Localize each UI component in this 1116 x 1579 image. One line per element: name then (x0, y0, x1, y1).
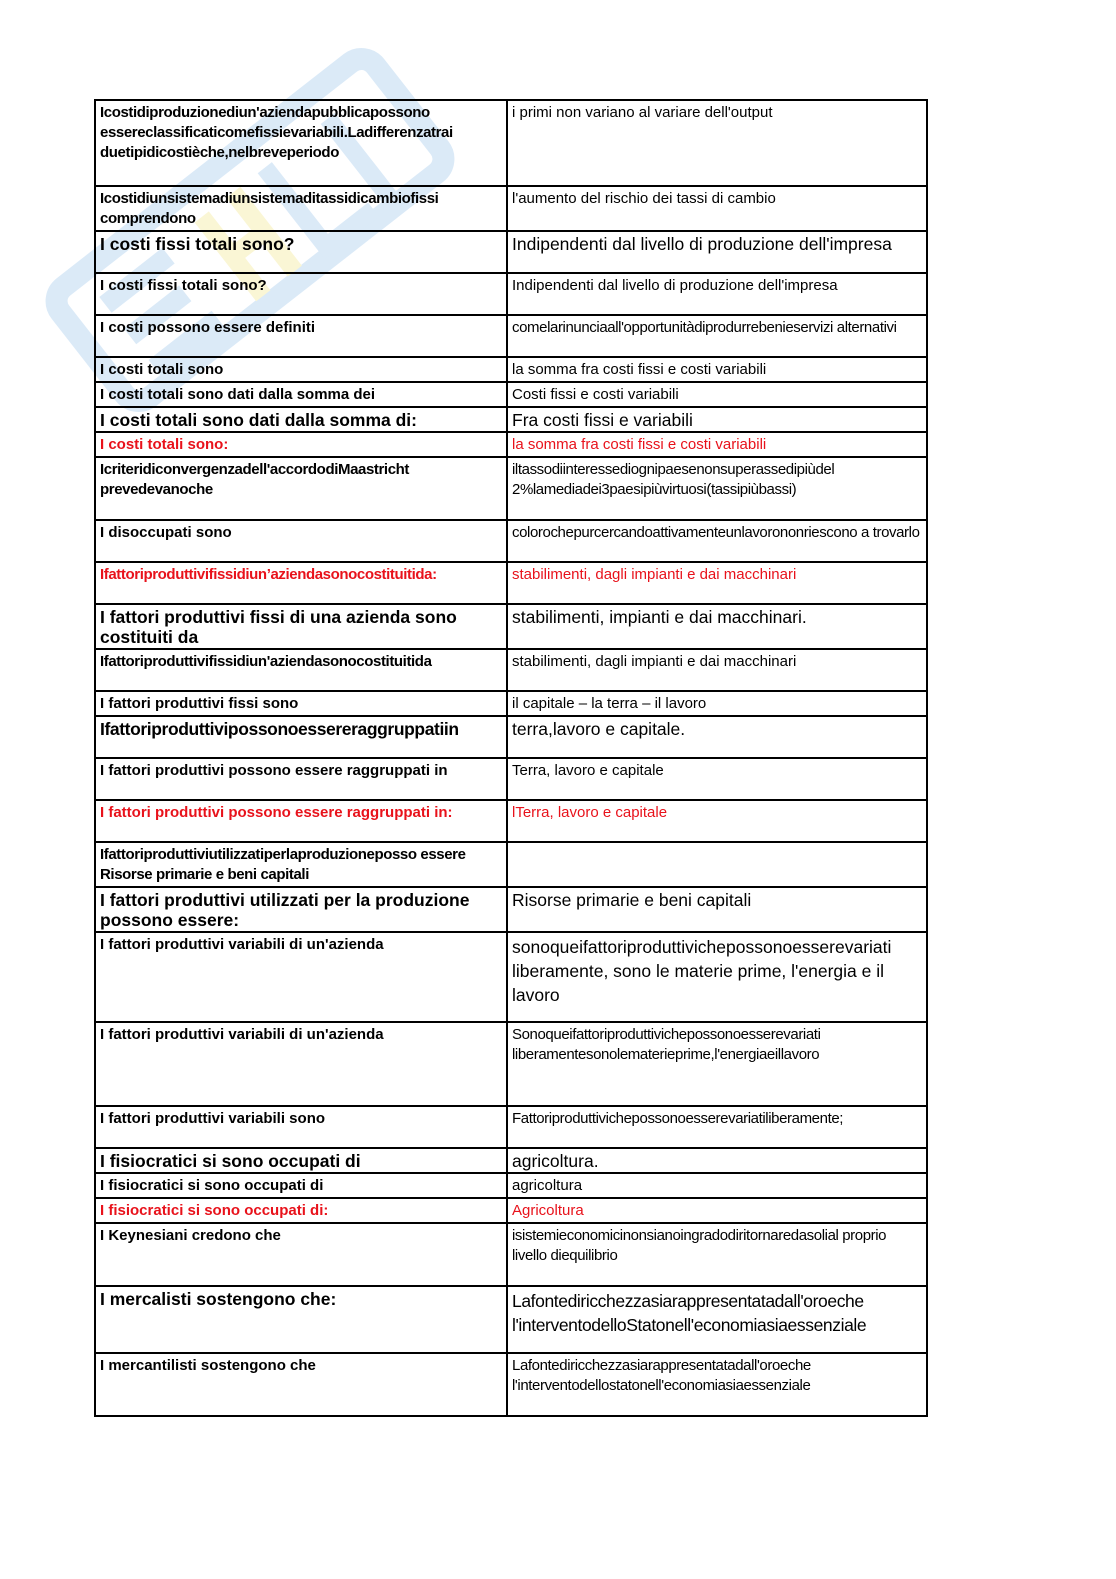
answer-cell: stabilimenti, dagli impianti e dai macchinari (507, 649, 927, 691)
question-cell: Ifattoriproduttivifissidiun'aziendasonocostituitida (95, 649, 507, 691)
answer-cell: Fra costi fissi e variabili (507, 407, 927, 432)
table-row (95, 315, 927, 357)
table-row (95, 887, 927, 932)
question-cell: I fattori produttivi possono essere raggruppati in: (95, 800, 507, 842)
question-cell: I fattori produttivi variabili sono (95, 1106, 507, 1148)
answer-cell: Agricoltura (507, 1198, 927, 1223)
table-row (95, 457, 927, 520)
table-row (95, 649, 927, 691)
question-cell: I costi possono essere definiti (95, 315, 507, 357)
table-row (95, 1198, 927, 1223)
answer-cell: comelarinunciaall'opportunitàdiprodurrebenieservizi alternativi (507, 315, 927, 357)
question-cell: Ifattoriproduttivifissidiun’aziendasonocostituitida: (95, 562, 507, 604)
table-row (95, 758, 927, 800)
question-cell: I costi fissi totali sono? (95, 273, 507, 315)
question-cell: I fattori produttivi variabili di un'azienda (95, 932, 507, 1022)
question-cell: I mercalisti sostengono che: (95, 1286, 507, 1353)
question-cell: Ifattoriproduttiviutilizzatiperlaproduzioneposso essere Risorse primarie e beni capitali (95, 842, 507, 887)
table-row (95, 1173, 927, 1198)
answer-cell: iltassodiinteressediognipaesenonsuperassedipiùdel 2%lamediadei3paesipiùvirtuosi(tassipiùbassi) (507, 457, 927, 520)
answer-cell: stabilimenti, impianti e dai macchinari. (507, 604, 927, 649)
question-cell: I disoccupati sono (95, 520, 507, 562)
table-row (95, 716, 927, 758)
table-row (95, 1148, 927, 1173)
answer-cell: colorochepurcercandoattivamenteunlavorononriescono a trovarlo (507, 520, 927, 562)
table-row (95, 1022, 927, 1106)
table-row (95, 432, 927, 457)
question-cell: I Keynesiani credono che (95, 1223, 507, 1286)
answer-cell (507, 842, 927, 887)
answer-cell: terra,lavoro e capitale. (507, 716, 927, 758)
answer-cell: Risorse primarie e beni capitali (507, 887, 927, 932)
table-row (95, 357, 927, 382)
question-cell: Icostidiproduzionediun'aziendapubblicapossono essereclassificaticomefissievariabili.Ladifferenzatrai duetipidicostièche,nelbreveperiodo (95, 100, 507, 186)
question-cell: I fattori produttivi variabili di un'azienda (95, 1022, 507, 1106)
answer-cell: Fattoriproduttivichepossonoesserevariatiliberamente; (507, 1106, 927, 1148)
answer-cell: sonoqueifattoriproduttivichepossonoesserevariati liberamente, sono le materie prime, l'energia e il lavoro (507, 932, 927, 1022)
answer-cell: Lafontediricchezzasiarappresentatadall'oroeche l'interventodellostatonell'economiasiaessenziale (507, 1353, 927, 1416)
table-row (95, 562, 927, 604)
question-cell: I costi totali sono (95, 357, 507, 382)
question-cell: I costi totali sono: (95, 432, 507, 457)
table-row (95, 1353, 927, 1416)
table-row (95, 1223, 927, 1286)
answer-cell: l'aumento del rischio dei tassi di cambio (507, 186, 927, 231)
table-row (95, 932, 927, 1022)
question-cell: I fisiocratici si sono occupati di (95, 1148, 507, 1173)
answer-cell: il capitale – la terra – il lavoro (507, 691, 927, 716)
table-row (95, 1106, 927, 1148)
answer-cell: Indipendenti dal livello di produzione dell'impresa (507, 273, 927, 315)
answer-cell: Costi fissi e costi variabili (507, 382, 927, 407)
question-cell: I fisiocratici si sono occupati di (95, 1173, 507, 1198)
question-cell: I fattori produttivi fissi sono (95, 691, 507, 716)
question-cell: Ifattoriproduttivipossonoessereraggruppatiin (95, 716, 507, 758)
table-row (95, 800, 927, 842)
answer-cell: la somma fra costi fissi e costi variabili (507, 357, 927, 382)
question-cell: I costi totali sono dati dalla somma dei (95, 382, 507, 407)
table-row (95, 691, 927, 716)
table-row (95, 407, 927, 432)
answer-cell: agricoltura (507, 1173, 927, 1198)
answer-cell: la somma fra costi fissi e costi variabili (507, 432, 927, 457)
table-row (95, 604, 927, 649)
question-cell: I fattori produttivi fissi di una azienda sono costituiti da (95, 604, 507, 649)
question-cell: I fattori produttivi possono essere raggruppati in (95, 758, 507, 800)
table-row (95, 273, 927, 315)
answer-cell: lTerra, lavoro e capitale (507, 800, 927, 842)
table-row (95, 100, 927, 186)
answer-cell: Sonoqueifattoriproduttivichepossonoesserevariati liberamentesonolematerieprime,l'energiaeillavoro (507, 1022, 927, 1106)
answer-cell: isistemieconomicinonsianoingradodiritornaredasolial proprio livello diequilibrio (507, 1223, 927, 1286)
answer-cell: i primi non variano al variare dell'output (507, 100, 927, 186)
question-cell: Icostidiunsistemadiunsistemaditassidicambiofissi comprendono (95, 186, 507, 231)
answer-cell: Terra, lavoro e capitale (507, 758, 927, 800)
question-cell: I fisiocratici si sono occupati di: (95, 1198, 507, 1223)
table-row (95, 842, 927, 887)
table-row (95, 231, 927, 273)
qa-table (94, 99, 928, 1417)
answer-cell: Indipendenti dal livello di produzione dell'impresa (507, 231, 927, 273)
question-cell: I costi totali sono dati dalla somma di: (95, 407, 507, 432)
question-cell: I mercantilisti sostengono che (95, 1353, 507, 1416)
question-cell: I costi fissi totali sono? (95, 231, 507, 273)
table-row (95, 186, 927, 231)
question-cell: Icriteridiconvergenzadell'accordodiMaastricht prevedevanoche (95, 457, 507, 520)
answer-cell: Lafontediricchezzasiarappresentatadall'oroeche l'interventodelloStatonell'economiasiaessenziale (507, 1286, 927, 1353)
table-row (95, 1286, 927, 1353)
answer-cell: agricoltura. (507, 1148, 927, 1173)
answer-cell: stabilimenti, dagli impianti e dai macchinari (507, 562, 927, 604)
table-row (95, 520, 927, 562)
table-row (95, 382, 927, 407)
question-cell: I fattori produttivi utilizzati per la produzione possono essere: (95, 887, 507, 932)
